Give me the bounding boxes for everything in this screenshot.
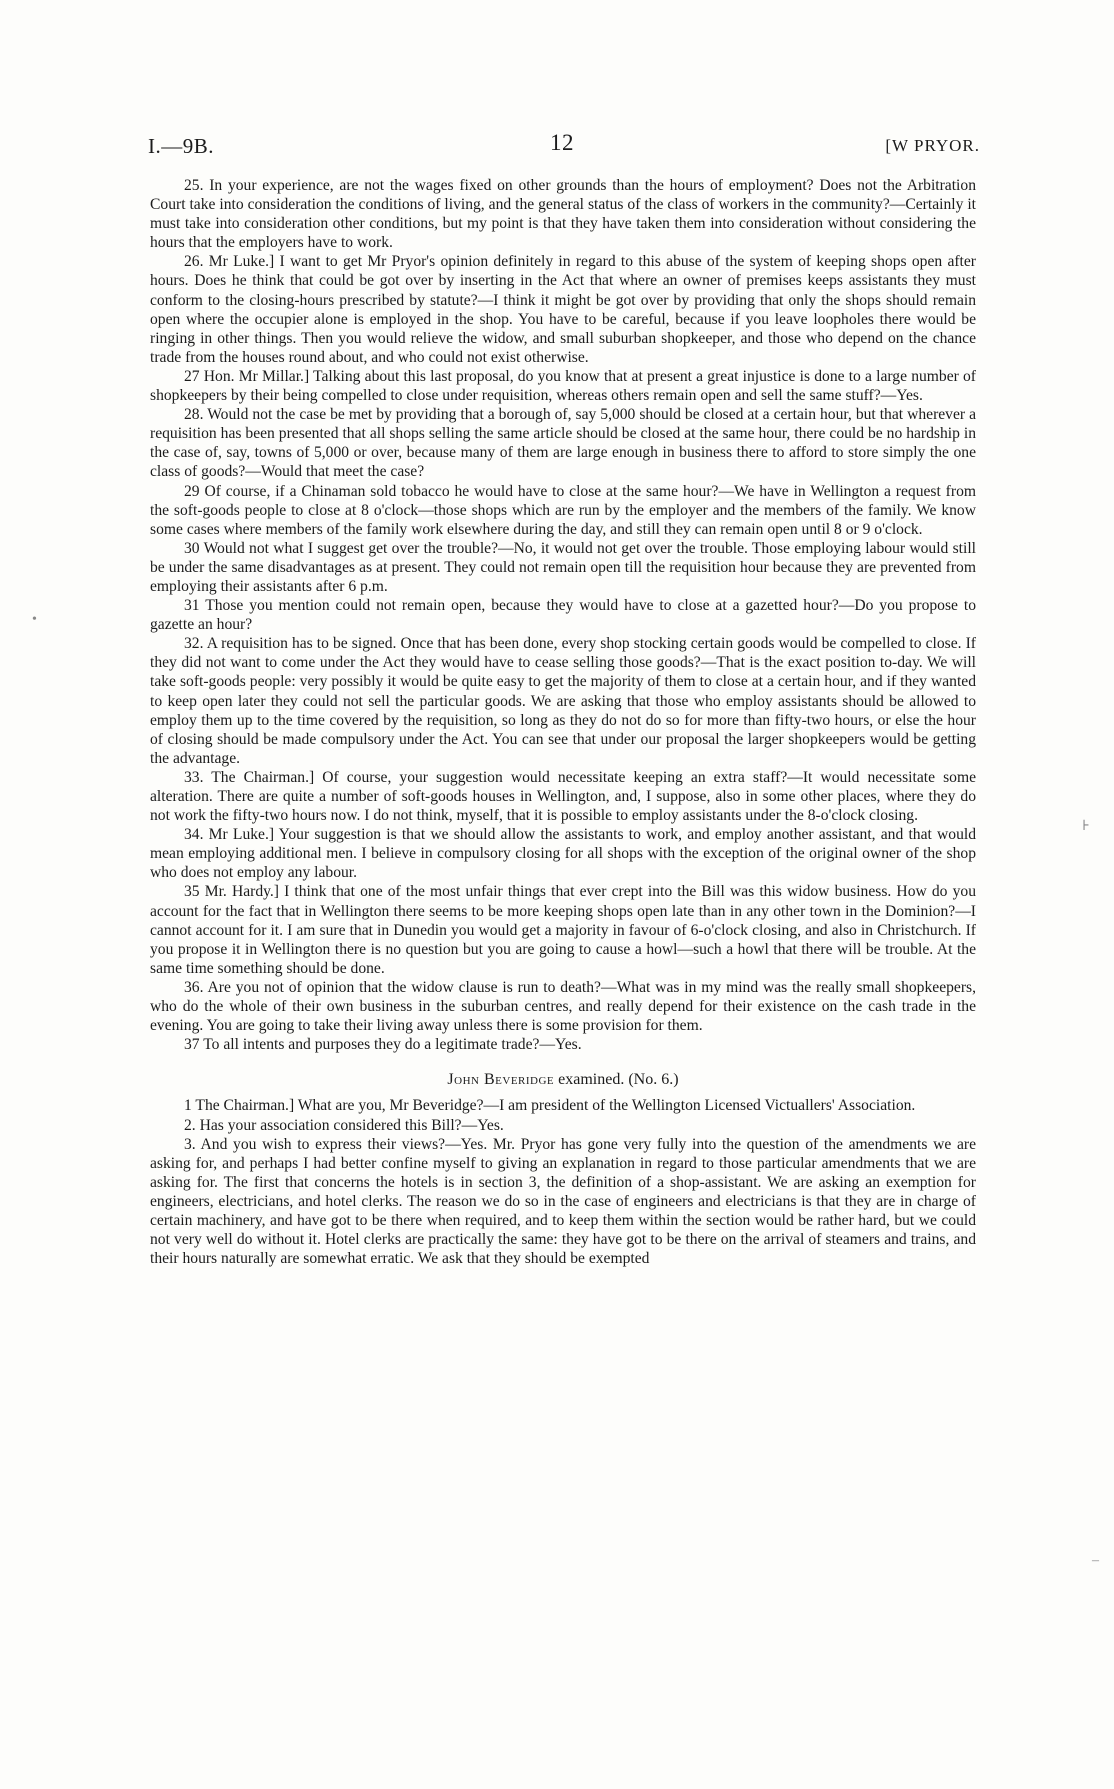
witness-name: [W PRYOR. (885, 136, 980, 155)
question-paragraph-28: 28. Would not the case be met by providing that a borough of, say 5,000 should be closed at a certain hour, but that wherever a requisition has been presented that all shops selling the same article should be closed at the same hour, there could be no hardship in the case of, say, towns of 5,000 or over, because many of them are large enough in business there to afford to store simply the one class of goods?—Would that meet the case? (150, 406, 976, 481)
question-paragraph-31: 31 Those you mention could not remain open, because they would have to close at a gazetted hour?—Do you propose to gazette an hour? (150, 597, 976, 634)
witness-heading-name: John Beveridge (447, 1071, 555, 1089)
question-paragraph-27: 27 Hon. Mr Millar.] Talking about this last proposal, do you know that at present a great injustice is done to a large number of shopkeepers by their being compelled to close under requisition, whereas others remain open and sell the same stuff?—Yes. (150, 367, 976, 405)
question-paragraph-30: 30 Would not what I suggest get over the trouble?—No, it would not get over the trouble. Those employing labour would still be under the same disadvantages as at present. They could not remain open till the requisition hour because they are prevented from employing their assistants after 6 p.m. (150, 539, 976, 595)
beveridge-paragraph-3: 3. And you wish to express their views?—Yes. Mr. Pryor has gone very fully into the question of the amendments we are asking for, and perhaps I had better confine myself to giving an explanation in regard to those particular amendments that we are asking for. The first that concerns the hotels is in section 3, the definition of a shop-assistant. We are asking an exemption for engineers, electricians, and hotel clerks. The reason we do so in the case of engineers and electricians is that they are in charge of certain machinery, and have got to be there when required, and to keep them within the section would be rather hard, but we could not very well do without it. Hotel clerks are practically the same: they have got to be there on the arrival of steamers and trains, and their hours naturally are somewhat erratic. We ask that they should be exempted (150, 1135, 976, 1268)
page-header (148, 130, 980, 160)
margin-dash: – (1092, 1553, 1099, 1568)
page-number: 12 (550, 130, 574, 155)
question-paragraph-35: 35 Mr. Hardy.] I think that one of the most unfair things that ever crept into the Bill was this widow business. How do you account for the fact that in Wellington there seems to be more keeping shops open late than in any other town in the Dominion?—I cannot account for it. I am sure that in Dunedin you would get a majority in favour of 6-o'clock closing, and also in Christchurch. If you propose it in Wellington there is no question but you are going to cause a howl—such a howl that there will be trouble. At the same time something should be done. (150, 883, 976, 977)
document-body (150, 176, 976, 1268)
question-paragraph-32: 32. A requisition has to be signed. Once that has been done, every shop stocking certain goods would be compelled to close. If they did not want to come under the Act they would have to cease selling those goods?—That is the exact position to-day. We will take soft-goods people: very possibly it would be quite easy to get the majority of them to close at a certain hour, and if they wanted to keep open later they could not sell the particular goods. We are asking that those who employ assistants should be allowed to employ them up to the time covered by the requisition, so long as they do not do so for more than fifty-two hours, or else the hour of closing should be made compulsory under the Act. You can see that under our proposal the larger shopkeepers would be getting the advantage. (150, 635, 976, 767)
document-reference: I.—9B. (148, 134, 214, 158)
beveridge-paragraph-1: 1 The Chairman.] What are you, Mr Beveridge?—I am president of the Wellington Licensed Victuallers' Association. (184, 1097, 916, 1115)
question-paragraph-37: 37 To all intents and purposes they do a legitimate trade?—Yes. (184, 1036, 582, 1054)
witness-section-heading (150, 1070, 976, 1089)
question-paragraph-34: 34. Mr Luke.] Your suggestion is that we should allow the assistants to work, and employ another assistant, and that would mean employing additional men. I believe in compulsory closing for all shops with the exception of the original owner of the shop who does not employ any labour. (150, 826, 976, 882)
question-paragraph-33: 33. The Chairman.] Of course, your suggestion would necessitate keeping an extra staff?—It would necessitate some alteration. There are quite a number of soft-goods houses in Wellington, and, I suppose, also in some other places, where they do not work the fifty-two hours now. I do not think, myself, that it is possible to employ assistants under the 8-o'clock closing. (150, 768, 976, 825)
question-paragraph-26: 26. Mr Luke.] I want to get Mr Pryor's opinion definitely in regard to this abuse of the system of keeping shops open after hours. Does he think that could be got over by inserting in the Act that where an owner of premises keeps assistants they must conform to the closing-hours prescribed by statute?—I think it might be got over by providing that only the shops should remain open where the occupier alone is employed in the shop. You have to be careful, because if you leave loopholes there would be ringing in other things. Then you would relieve the widow, and small suburban shopkeeper, and those who depend on the chance trade from the houses round about, and who could not exist otherwise. (150, 253, 976, 366)
beveridge-paragraph-2: 2. Has your association considered this Bill?—Yes. (184, 1116, 504, 1134)
question-paragraph-36: 36. Are you not of opinion that the widow clause is run to death?—What was in my mind was the really small shopkeepers, who do the whole of their own business in the suburban centres, and really depend for their existence on the cash trade in the evening. You are going to take their living away unless there is some provision for them. (150, 978, 976, 1035)
margin-dot: • (32, 612, 37, 627)
witness-heading-rest: examined. (No. 6.) (554, 1071, 679, 1089)
question-paragraph-25: 25. In your experience, are not the wages fixed on other grounds than the hours of employment? Does not the Arbitration Court take into consideration the conditions of living, and the general status of the class of workers in the community?—Certainly it must take into consideration other conditions, but my point is that they have taken them into consideration without considering the hours that the employers have to work. (150, 177, 976, 252)
question-paragraph-29: 29 Of course, if a Chinaman sold tobacco he would have to close at the same hour?—We have in Wellington a request from the soft-goods people to close at 8 o'clock—those shops which are run by the employer and the members of the family. We know some cases where members of the family work elsewhere during the day, and still they can remain open until 8 or 9 o'clock. (150, 482, 976, 538)
margin-tick: ⊦ (1082, 819, 1090, 834)
